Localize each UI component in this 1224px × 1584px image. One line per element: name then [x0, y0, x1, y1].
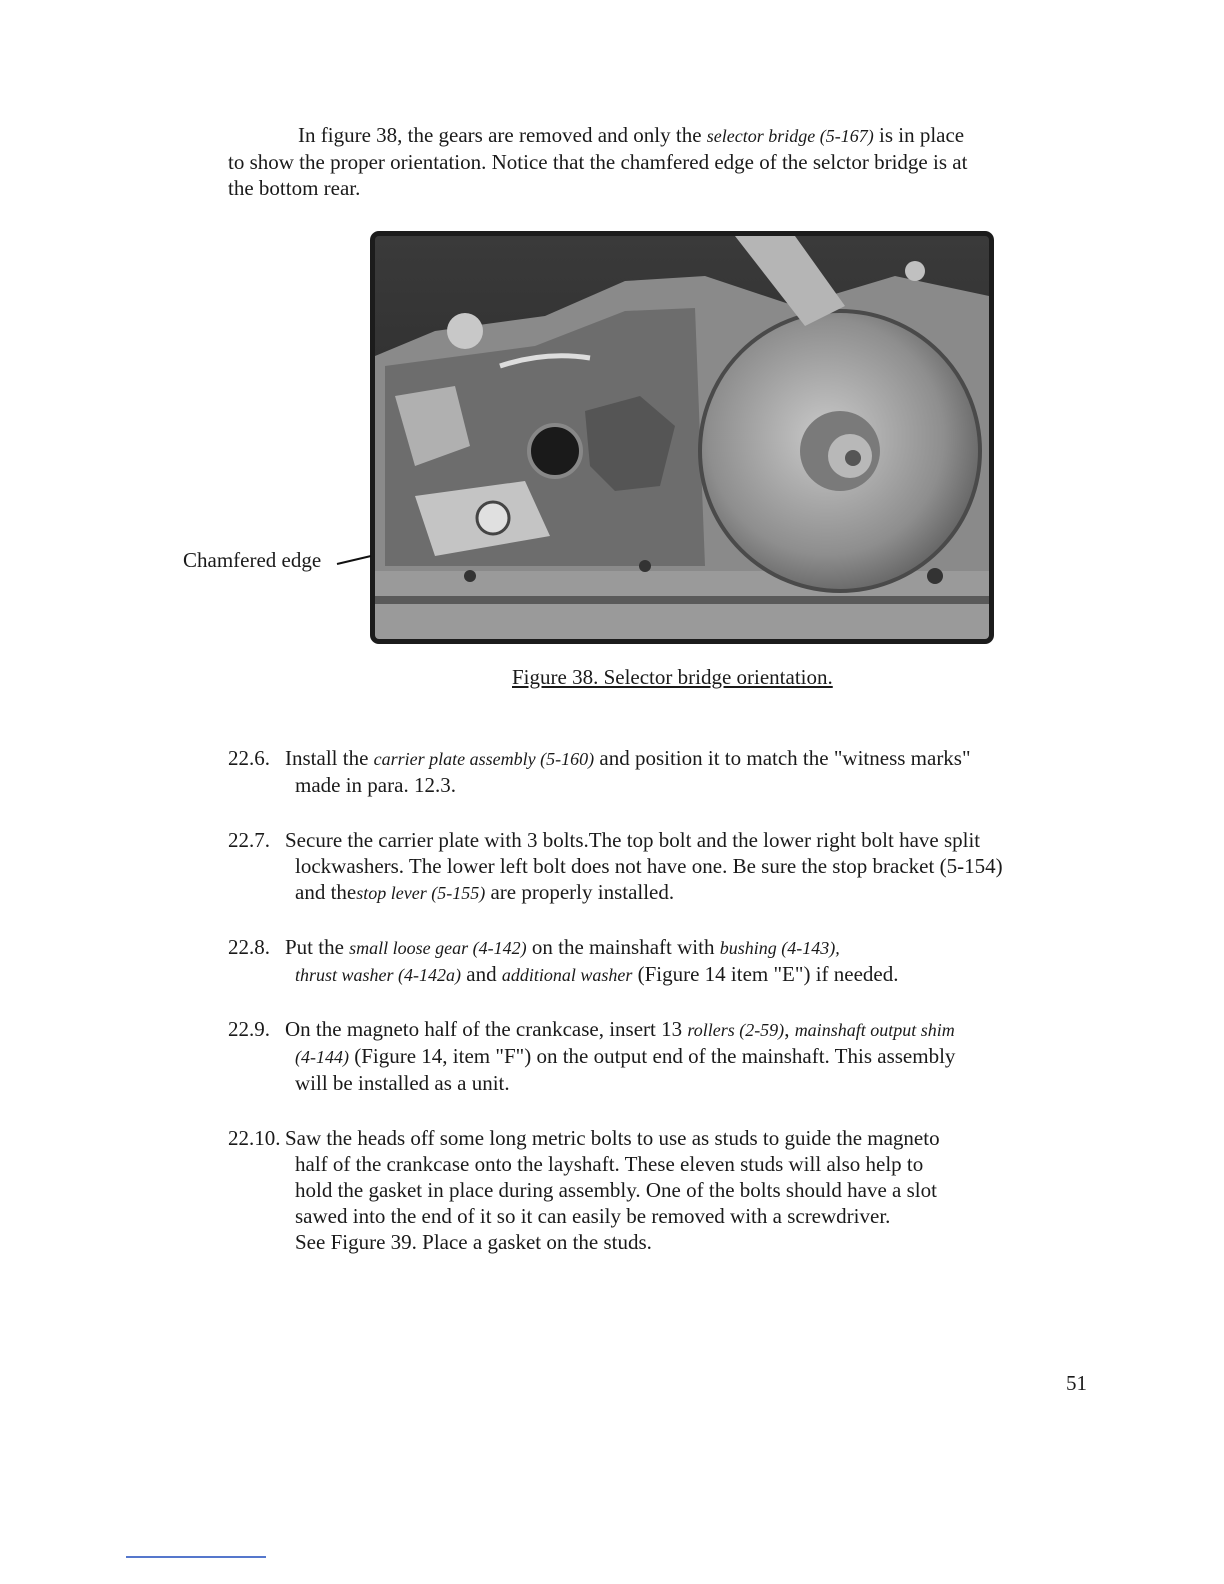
part-reference: mainshaft output shim: [794, 1020, 955, 1040]
item-number: 22.9.: [228, 1017, 270, 1041]
instruction-item: [228, 934, 1068, 988]
item-line: [295, 853, 1068, 879]
figure-38-photo: [370, 231, 994, 644]
item-body: [285, 1016, 1068, 1096]
intro-line-1: [228, 122, 1048, 149]
part-reference: (4-144): [295, 1047, 349, 1067]
item-body: [285, 827, 1068, 906]
item-line: [295, 879, 1068, 906]
item-line: [285, 827, 1068, 853]
callout-label: Chamfered edge: [183, 548, 322, 572]
intro-line-2: to show the proper orientation. Notice that the chamfered edge of the selctor bridge is at: [228, 150, 968, 174]
item-line: [295, 1203, 1068, 1229]
item-text: Install the: [285, 746, 374, 770]
item-text: On the magneto half of the crankcase, insert 13: [285, 1017, 688, 1041]
item-text: ,: [784, 1017, 795, 1041]
callout-arrow: [335, 552, 375, 574]
item-text: on the mainshaft with: [526, 935, 720, 959]
part-reference: stop lever (5-155): [356, 883, 486, 903]
item-line: [295, 1229, 1068, 1255]
item-text: See Figure 39. Place a gasket on the studs.: [295, 1230, 652, 1254]
item-line: [285, 745, 1068, 772]
item-number: 22.10.: [228, 1126, 281, 1150]
item-line: [295, 1177, 1068, 1203]
item-line: [285, 1016, 1068, 1043]
item-body: [285, 934, 1068, 988]
item-line: [295, 1043, 1068, 1070]
item-text: will be installed as a unit.: [295, 1071, 510, 1095]
item-text: and position it to match the "witness marks": [594, 746, 971, 770]
intro-text: In figure 38, the gears are removed and only the: [298, 123, 707, 147]
item-line: [285, 1125, 1068, 1151]
item-line: [295, 1151, 1068, 1177]
item-text: hold the gasket in place during assembly. One of the bolts should have a slot: [295, 1178, 937, 1202]
item-text: (Figure 14 item "E") if needed.: [632, 962, 899, 986]
instruction-item: [228, 1016, 1068, 1096]
crankcase-illustration: [375, 236, 989, 639]
item-body: [285, 745, 1068, 798]
instruction-item: [228, 745, 1068, 798]
item-text: (Figure 14, item "F") on the output end of the mainshaft. This assembly: [348, 1044, 956, 1068]
item-number: 22.7.: [228, 828, 270, 852]
item-text: Saw the heads off some long metric bolts to use as studs to guide the magneto: [285, 1126, 940, 1150]
instruction-item: [228, 1125, 1068, 1255]
part-reference: bushing (4-143),: [719, 938, 840, 958]
figure-caption: Figure 38. Selector bridge orientation.: [512, 665, 833, 689]
intro-line-3: the bottom rear.: [228, 176, 361, 200]
item-number: 22.6.: [228, 746, 270, 770]
part-reference: additional washer: [501, 965, 633, 985]
item-body: [285, 1125, 1068, 1255]
page-number: 51: [1066, 1371, 1087, 1395]
part-reference: small loose gear (4-142): [349, 938, 527, 958]
item-number: 22.8.: [228, 935, 270, 959]
item-text: are properly installed.: [485, 880, 675, 904]
item-text: made in para. 12.3.: [295, 773, 456, 797]
part-reference: selector bridge (5-167): [706, 126, 874, 146]
item-text: and the: [295, 880, 357, 904]
part-reference: carrier plate assembly (5-160): [373, 749, 595, 769]
item-line: [295, 772, 1068, 798]
item-text: and: [461, 962, 502, 986]
intro-text: is in place: [873, 123, 965, 147]
instruction-item: [228, 827, 1068, 906]
part-reference: thrust washer (4-142a): [295, 965, 461, 985]
item-line: [285, 934, 1068, 961]
item-line: [295, 961, 1068, 988]
part-reference: rollers (2-59): [687, 1020, 785, 1040]
item-text: Put the: [285, 935, 350, 959]
item-text: sawed into the end of it so it can easily be removed with a screwdriver.: [295, 1204, 891, 1228]
item-text: Secure the carrier plate with 3 bolts.The top bolt and the lower right bolt have split: [285, 828, 981, 852]
intro-paragraph: [228, 122, 1048, 201]
item-text: half of the crankcase onto the layshaft. These eleven studs will also help to: [295, 1152, 924, 1176]
item-text: lockwashers. The lower left bolt does not have one. Be sure the stop bracket (5-154): [295, 854, 1003, 878]
footer-rule: [126, 1556, 266, 1558]
item-line: [295, 1070, 1068, 1096]
